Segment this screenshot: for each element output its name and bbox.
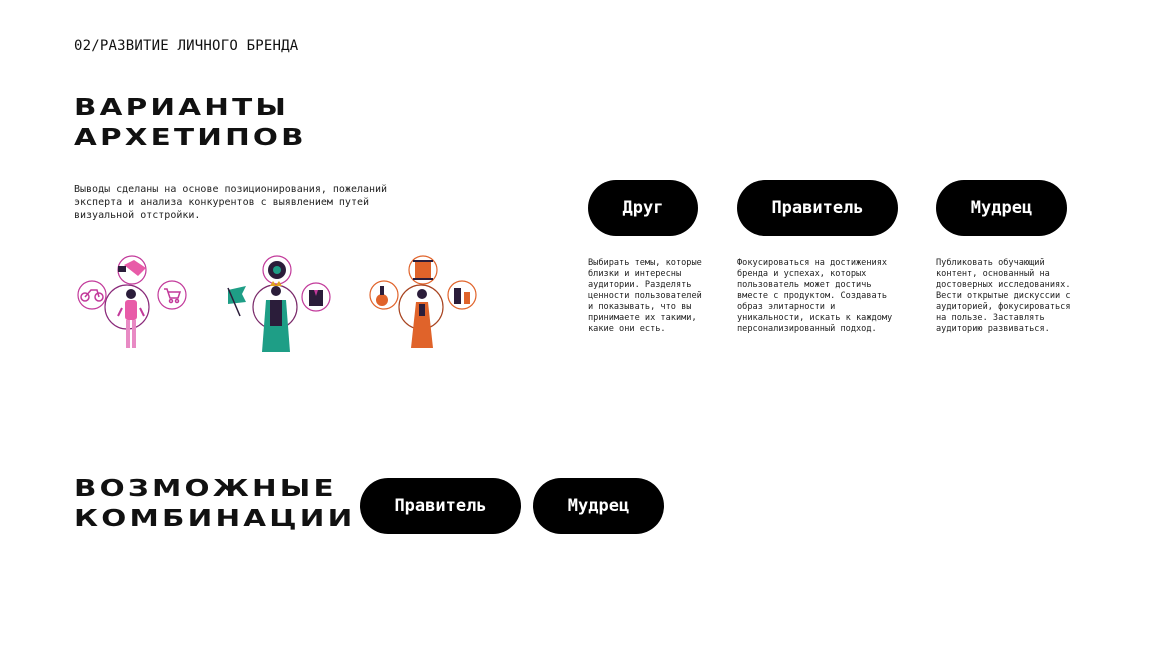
archetype-friend-button[interactable]: Друг	[588, 180, 698, 236]
handshake-icon	[118, 260, 146, 276]
combinations-heading-line2: КОМБИНАЦИИ	[74, 506, 356, 532]
bicycle-icon	[81, 290, 103, 301]
variants-heading-line1: ВАРИАНТЫ	[74, 95, 290, 121]
archetype-sage-button[interactable]: Мудрец	[936, 180, 1067, 236]
cart-icon	[164, 289, 180, 303]
variants-heading-line2: АРХЕТИПОВ	[74, 125, 307, 151]
archetype-ruler-button[interactable]: Правитель	[737, 180, 898, 236]
person-figure	[118, 289, 144, 348]
variants-heading	[74, 93, 307, 153]
archetype-friend-description: Выбирать темы, которые близки и интересны аудитории. Разделять ценности пользователей и показывать, что вы принимаете их такими, какие они есть.	[588, 258, 702, 334]
archetype-ruler-description: Фокусироваться на достижениях бренда и успехах, которых пользователь может достичь вместе с продуктом. Создавать образ элитарности и уникальности, искать к каждому персонализированный подход.	[737, 258, 893, 334]
sage-figure	[411, 289, 433, 348]
flask-icon	[376, 286, 388, 306]
breadcrumb: 02/РАЗВИТИЕ ЛИЧНОГО БРЕНДА	[74, 38, 299, 54]
chess-icon	[454, 288, 470, 304]
combination-ruler-button[interactable]: Правитель	[360, 478, 521, 534]
sage-illustration	[366, 250, 486, 360]
intro-text: Выводы сделаны на основе позиционирования, пожеланий эксперта и анализа конкурентов с выявлением путей визуальной отстройки.	[74, 184, 388, 221]
jacket-icon	[309, 290, 323, 306]
ruler-illustration	[220, 250, 340, 360]
target-icon	[268, 261, 286, 279]
combinations-heading	[74, 474, 355, 534]
scroll-icon	[413, 261, 433, 279]
combination-sage-button[interactable]: Мудрец	[533, 478, 664, 534]
combinations-heading-line1: ВОЗМОЖНЫЕ	[74, 476, 337, 502]
king-figure	[262, 281, 290, 352]
archetype-sage-description: Публиковать обучающий контент, основанный на достоверных исследованиях. Вести открытые дискуссии с аудиторией, фокусироваться на пользе. Заставлять аудиторию развиваться.	[936, 258, 1071, 334]
flag-icon	[228, 286, 246, 316]
friend-illustration	[74, 250, 194, 360]
